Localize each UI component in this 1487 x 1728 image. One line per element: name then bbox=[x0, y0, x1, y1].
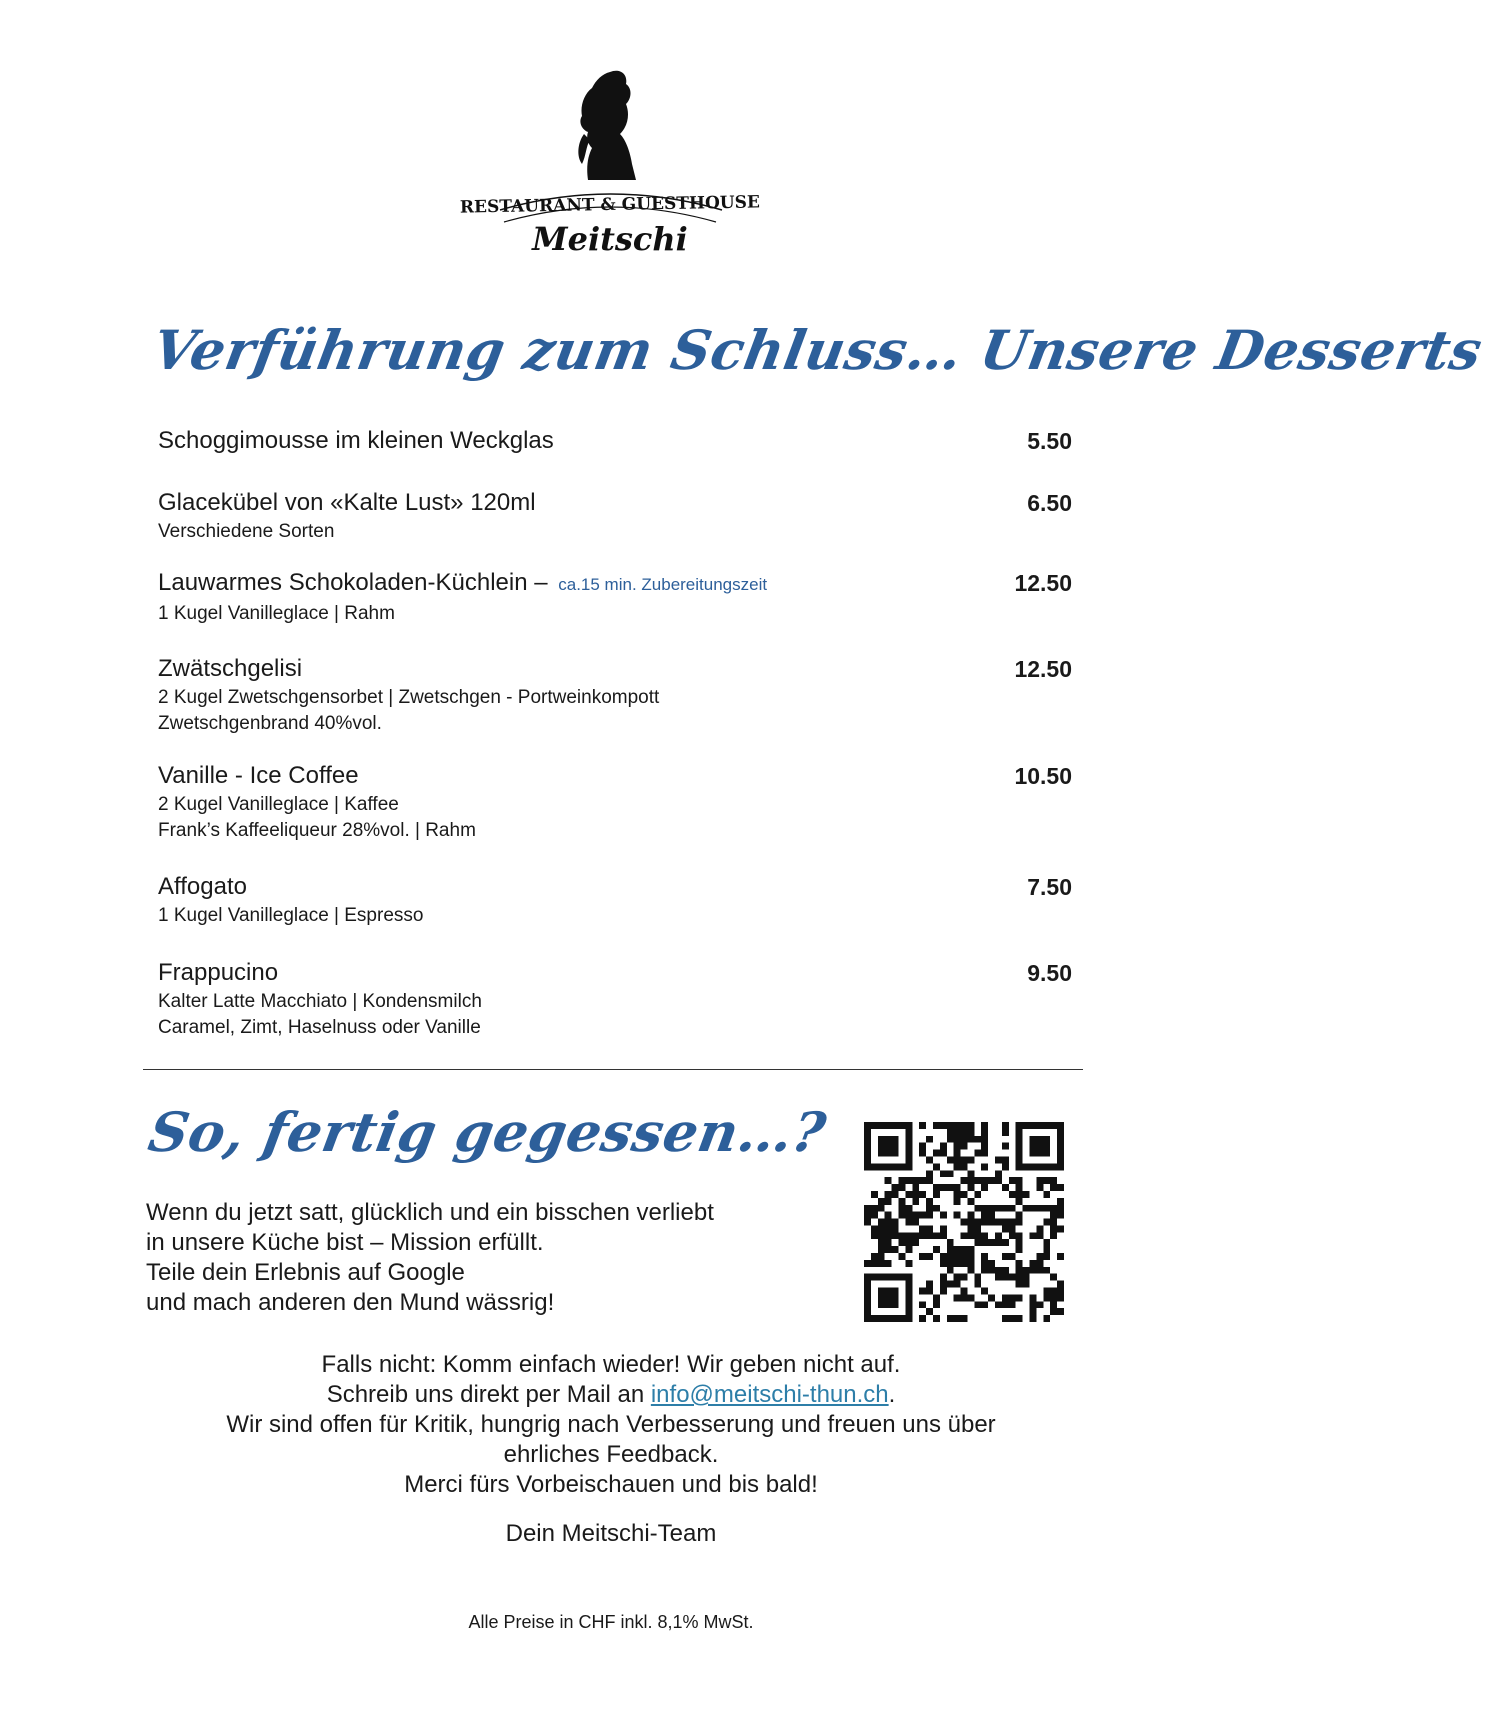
menu-item bbox=[158, 871, 1072, 929]
item-price: 12.50 bbox=[1014, 570, 1072, 596]
closing-line: Merci fürs Vorbeischauen und bis bald! bbox=[404, 1471, 818, 1498]
item-description: 1 Kugel Vanilleglace | Espresso bbox=[158, 905, 424, 926]
item-description: 2 Kugel Zwetschgensorbet | Zwetschgen - Portweinkompott bbox=[158, 687, 660, 708]
item-price: 6.50 bbox=[1027, 490, 1072, 516]
item-name: Vanille - Ice Coffee bbox=[158, 762, 359, 789]
price-note: Alle Preise in CHF inkl. 8,1% MwSt. bbox=[468, 1612, 754, 1632]
item-description: Caramel, Zimt, Haselnuss oder Vanille bbox=[158, 1017, 481, 1038]
qr-code-graphic bbox=[864, 1122, 1064, 1322]
brand-name: Meitschi bbox=[532, 220, 688, 258]
item-price: 9.50 bbox=[1027, 960, 1072, 986]
menu-item bbox=[158, 425, 1072, 457]
menu-item bbox=[158, 487, 1072, 545]
brand-line: RESTAURANT & GUESTHOUSE bbox=[459, 192, 761, 218]
item-name: Frappucino bbox=[158, 959, 279, 986]
desserts-heading: Verführung zum Schluss… Unsere Desserts bbox=[148, 318, 1487, 382]
feedback-line: Wenn du jetzt satt, glücklich und ein bisschen verliebt bbox=[146, 1199, 714, 1226]
item-description: 1 Kugel Vanilleglace | Rahm bbox=[158, 603, 395, 624]
item-name: Affogato bbox=[158, 873, 247, 900]
closing-line-suffix: . bbox=[888, 1381, 896, 1408]
item-price: 10.50 bbox=[1014, 763, 1072, 789]
item-name-row bbox=[158, 567, 1072, 601]
restaurant-logo bbox=[460, 60, 760, 260]
closing-line-mail bbox=[140, 1380, 1082, 1410]
item-name: Schoggimousse im kleinen Weckglas bbox=[158, 427, 554, 454]
closing-line: ehrliches Feedback. bbox=[503, 1441, 719, 1468]
feedback-text bbox=[146, 1198, 846, 1318]
qr-code-icon[interactable] bbox=[864, 1122, 1064, 1322]
item-name: Glacekübel von «Kalte Lust» 120ml bbox=[158, 489, 536, 516]
item-price: 12.50 bbox=[1014, 656, 1072, 682]
menu-item bbox=[158, 957, 1072, 1041]
item-description: Zwetschgenbrand 40%vol. bbox=[158, 713, 382, 734]
closing-line: Falls nicht: Komm einfach wieder! Wir geben nicht auf. bbox=[321, 1351, 901, 1378]
closing-line-prefix: Schreib uns direkt per Mail an bbox=[326, 1381, 651, 1408]
signature: Dein Meitschi-Team bbox=[505, 1520, 717, 1547]
item-name: Lauwarmes Schokoladen-Küchlein – bbox=[158, 569, 548, 596]
item-description: 2 Kugel Vanilleglace | Kaffee bbox=[158, 794, 399, 815]
feedback-heading: So, fertig gegessen…? bbox=[144, 1100, 831, 1164]
menu-item bbox=[158, 653, 1072, 737]
closing-line: Wir sind offen für Kritik, hungrig nach Verbesserung und freuen uns über bbox=[226, 1411, 996, 1438]
feedback-line: Teile dein Erlebnis auf Google bbox=[146, 1259, 465, 1286]
email-link[interactable]: info@meitschi-thun.ch bbox=[650, 1381, 889, 1408]
section-divider bbox=[143, 1069, 1083, 1070]
item-description: Kalter Latte Macchiato | Kondensmilch bbox=[158, 991, 482, 1012]
item-price: 7.50 bbox=[1027, 874, 1072, 900]
menu-item bbox=[158, 567, 1072, 627]
menu-item bbox=[158, 760, 1072, 844]
item-price: 5.50 bbox=[1027, 428, 1072, 454]
item-description: Verschiedene Sorten bbox=[158, 521, 335, 542]
woman-silhouette-icon bbox=[460, 60, 760, 260]
feedback-line: und mach anderen den Mund wässrig! bbox=[146, 1289, 555, 1316]
closing-text bbox=[140, 1350, 1082, 1500]
feedback-line: in unsere Küche bist – Mission erfüllt. bbox=[146, 1229, 544, 1256]
item-note: ca.15 min. Zubereitungszeit bbox=[558, 575, 768, 594]
item-description: Frank’s Kaffeeliqueur 28%vol. | Rahm bbox=[158, 820, 476, 841]
item-name: Zwätschgelisi bbox=[158, 655, 303, 682]
